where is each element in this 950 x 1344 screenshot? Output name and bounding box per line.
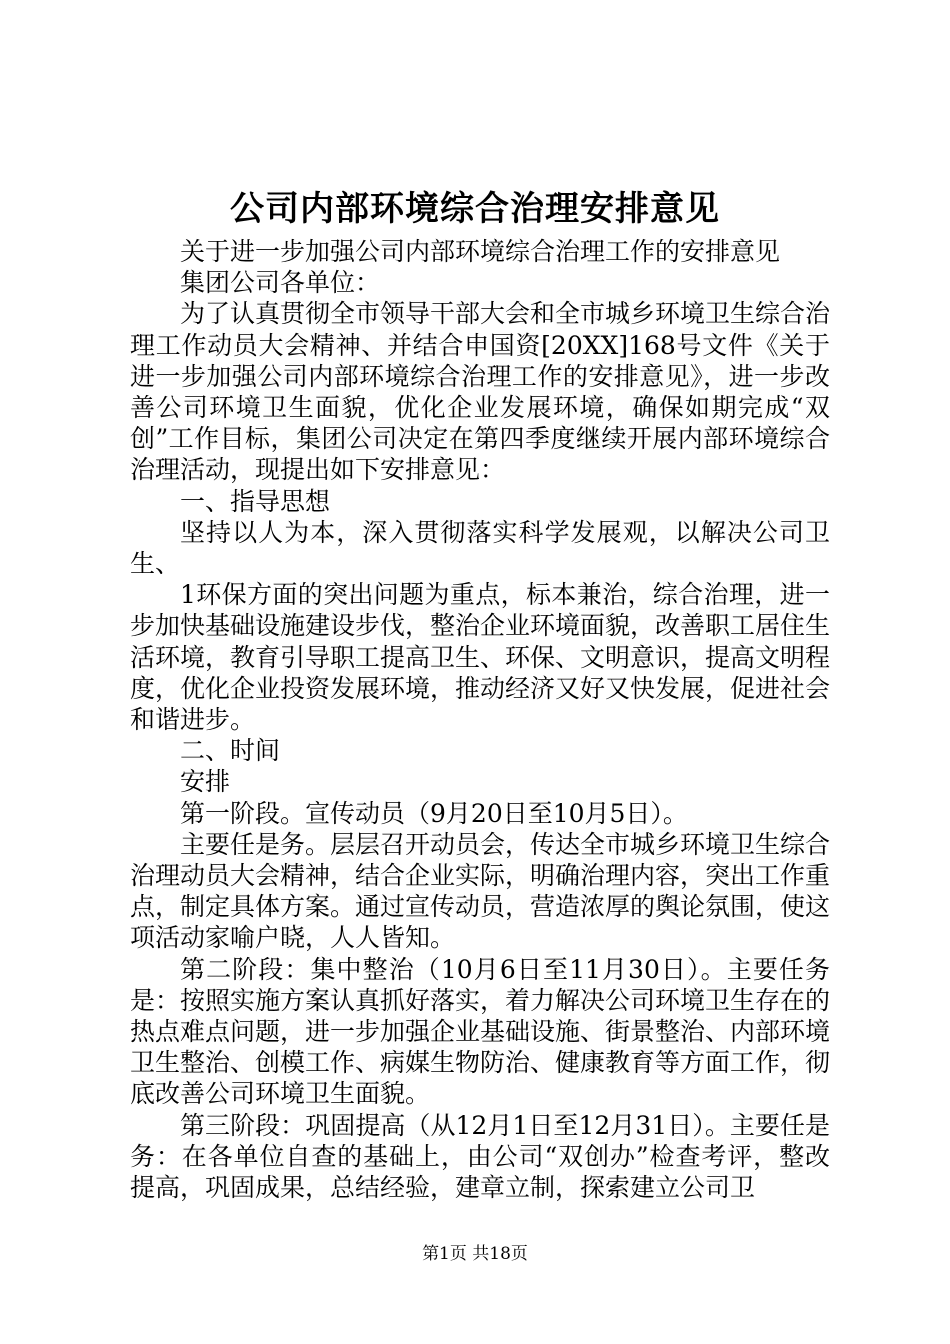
paragraph-phase-one-tasks: 主要任是务。层层召开动员会，传达全市城乡环境卫生综合治理动员大会精神，结合企业实际，明确治理内容，突出工作重点，制定具体方案。通过宣传动员，营造浓厚的舆论氛围，使这项活动家喻户晓，人人皆知。 [130, 829, 831, 953]
heading-time: 二、时间 [180, 736, 281, 766]
paragraph-phase-one: 第一阶段。宣传动员（9月20日至10月5日）。 [180, 798, 688, 828]
paragraph-guiding-thought-cont: 1环保方面的突出问题为重点，标本兼治，综合治理，进一步加快基础设施建设步伐，整治企业环境面貌，改善职工居住生活环境，教育引导职工提高卫生、环保、文明意识，提高文明程度，优化企业投资发展环境，推动经济又好又快发展，促进社会和谐进步。 [130, 580, 831, 735]
heading-arrangement: 安排 [180, 767, 231, 797]
paragraph-phase-three: 第三阶段：巩固提高（从12月1日至12月31日）。主要任是务：在各单位自查的基础上，由公司“双创办”检查考评，整改提高，巩固成果，总结经验，建章立制，探索建立公司卫 [130, 1110, 830, 1203]
paragraph-guiding-thought: 坚持以人为本，深入贯彻落实科学发展观，以解决公司卫生、 [130, 517, 830, 579]
paragraph-salutation: 集团公司各单位： [180, 268, 381, 298]
paragraph-intro: 为了认真贯彻全市领导干部大会和全市城乡环境卫生综合治理工作动员大会精神、并结合申国资[20XX]168号文件《关于进一步加强公司内部环境综合治理工作的安排意见》，进一步改善公司环境卫生面貌，优化企业发展环境，确保如期完成“双创”工作目标，集团公司决定在第四季度继续开展内部环境综合治理活动，现提出如下安排意见： [130, 299, 831, 485]
paragraph-phase-two: 第二阶段：集中整治（10月6日至11月30日）。主要任务是：按照实施方案认真抓好落实，着力解决公司环境卫生存在的热点难点问题，进一步加强企业基础设施、街景整治、内部环境卫生整治、创模工作、病媒生物防治、健康教育等方面工作，彻底改善公司环境卫生面貌。 [130, 954, 831, 1109]
paragraph-subject: 关于进一步加强公司内部环境综合治理工作的安排意见 [180, 237, 781, 266]
page-footer: 第1页 共18页 [422, 1244, 528, 1264]
document-title: 公司内部环境综合治理安排意见 [230, 189, 720, 229]
heading-guiding-thought: 一、指导思想 [180, 486, 331, 516]
document-body [130, 236, 830, 1203]
